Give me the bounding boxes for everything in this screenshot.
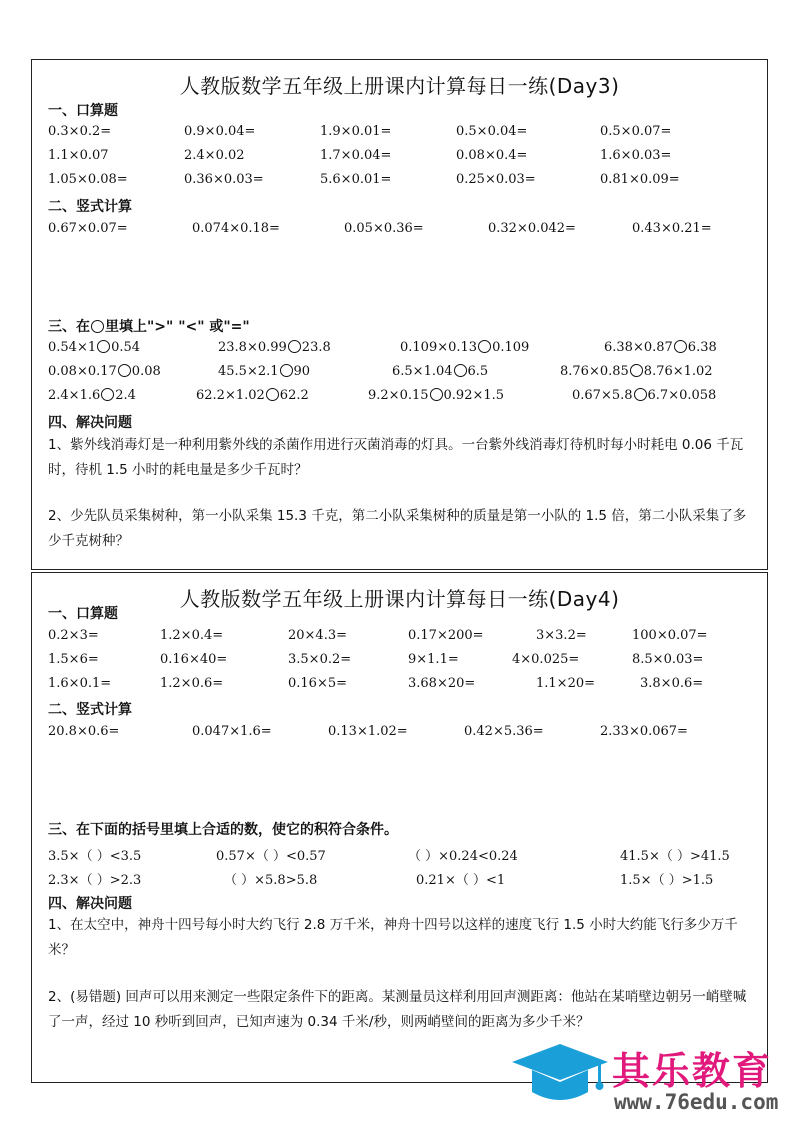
compare-item	[572, 388, 716, 403]
rhs: 8.76×1.02	[643, 364, 713, 379]
problem: 0.36×0.03=	[184, 172, 264, 187]
fill-item: 0.21×（ ）<1	[416, 873, 506, 888]
problem: 1.9×0.01=	[320, 124, 392, 139]
oral-row	[48, 124, 757, 144]
compare-item	[48, 388, 136, 403]
lhs: 45.5×2.1	[218, 364, 279, 379]
problem: 0.32×0.042=	[488, 221, 576, 236]
oral-row	[48, 676, 757, 696]
fill-item: （ ）×0.24<0.24	[408, 849, 518, 864]
oral-row	[48, 172, 757, 192]
problem: 1.6×0.1=	[48, 676, 112, 691]
rhs: 6.7×0.058	[647, 388, 717, 403]
compare-item	[48, 364, 161, 379]
worksheet-day3	[31, 59, 768, 570]
answer-circle[interactable]	[280, 364, 293, 377]
rhs: 6.38	[687, 340, 717, 355]
fill-row	[48, 845, 757, 865]
section-oral-heading: 一、口算题	[48, 606, 118, 622]
problem: 2.4×0.02	[184, 148, 245, 163]
rhs: 62.2	[279, 388, 309, 403]
brand-url: www.76edu.com	[614, 1090, 779, 1114]
problem: 0.047×1.6=	[192, 724, 272, 739]
compare-item	[218, 340, 331, 355]
compare-item	[368, 388, 504, 403]
compare-item	[196, 388, 309, 403]
problem: 2.33×0.067=	[600, 724, 688, 739]
compare-row	[48, 364, 757, 384]
fill-item: 2.3×（ ）>2.3	[48, 873, 142, 888]
rhs: 0.92×1.5	[443, 388, 505, 403]
fill-item: 1.5×（ ）>1.5	[620, 873, 714, 888]
worksheet-title: 人教版数学五年级上册课内计算每日一练(Day3)	[179, 74, 620, 98]
fill-item: 41.5×（ ）>41.5	[620, 849, 730, 864]
compare-row	[48, 340, 757, 360]
section-oral-heading: 一、口算题	[48, 103, 118, 119]
vertical-row	[48, 221, 757, 241]
problem: 0.43×0.21=	[632, 221, 712, 236]
compare-item	[218, 364, 310, 379]
lhs: 9.2×0.15	[368, 388, 429, 403]
problem: 0.81×0.09=	[600, 172, 680, 187]
rhs: 6.5	[467, 364, 489, 379]
word-problem-1: 1、紫外线消毒灯是一种利用紫外线的杀菌作用进行灭菌消毒的灯具。一台紫外线消毒灯待机时每小时耗电 0.06 千瓦时，待机 1.5 小时的耗电量是多少千瓦时？	[48, 437, 744, 478]
problem: 0.16×40=	[160, 652, 228, 667]
problem: 0.2×3=	[48, 628, 99, 643]
fill-item: 3.5×（ ）<3.5	[48, 849, 142, 864]
problem: 100×0.07=	[632, 628, 708, 643]
circle-icon	[91, 320, 104, 333]
lhs: 8.76×0.85	[560, 364, 629, 379]
problem: 0.3×0.2=	[48, 124, 112, 139]
problem: 0.05×0.36=	[344, 221, 424, 236]
lhs: 6.5×1.04	[392, 364, 453, 379]
answer-circle[interactable]	[478, 340, 491, 353]
rhs: 0.08	[131, 364, 161, 379]
answer-circle[interactable]	[118, 364, 131, 377]
problem: 1.1×0.07	[48, 148, 109, 163]
compare-item	[392, 364, 488, 379]
problem: 1.2×0.4=	[160, 628, 224, 643]
rhs: 90	[293, 364, 311, 379]
problem: 3.8×0.6=	[640, 676, 704, 691]
problem: 1.7×0.04=	[320, 148, 392, 163]
compare-item	[560, 364, 713, 379]
problem: 1.5×6=	[48, 652, 99, 667]
vertical-row	[48, 724, 757, 744]
heading-part: 三、在	[48, 319, 90, 335]
lhs: 62.2×1.02	[196, 388, 265, 403]
answer-circle[interactable]	[266, 388, 279, 401]
problem: 1.05×0.08=	[48, 172, 128, 187]
problem: 20×4.3=	[288, 628, 348, 643]
rhs: 0.109	[492, 340, 530, 355]
problem: 3.5×0.2=	[288, 652, 352, 667]
section-problems-heading: 四、解决问题	[48, 415, 132, 431]
lhs: 2.4×1.6	[48, 388, 101, 403]
problem: 1.2×0.6=	[160, 676, 224, 691]
answer-circle[interactable]	[101, 388, 114, 401]
problem: 9×1.1=	[408, 652, 459, 667]
answer-circle[interactable]	[454, 364, 467, 377]
problem: 4×0.025=	[512, 652, 580, 667]
problem: 0.08×0.4=	[456, 148, 528, 163]
answer-circle[interactable]	[634, 388, 647, 401]
lhs: 0.54×1	[48, 340, 97, 355]
compare-row	[48, 388, 757, 408]
answer-circle[interactable]	[430, 388, 443, 401]
answer-circle[interactable]	[288, 340, 301, 353]
rhs: 2.4	[115, 388, 136, 403]
problem: 0.25×0.03=	[456, 172, 536, 187]
brand-name: 其乐教育	[612, 1049, 773, 1093]
oral-row	[48, 148, 757, 168]
problem: 0.5×0.07=	[600, 124, 672, 139]
problem: 0.5×0.04=	[456, 124, 528, 139]
compare-item	[400, 340, 529, 355]
section-compare-heading	[48, 316, 250, 336]
section-vertical-heading: 二、竖式计算	[48, 702, 132, 718]
problem: 3×3.2=	[536, 628, 587, 643]
compare-item	[604, 340, 717, 355]
problem: 3.68×20=	[408, 676, 476, 691]
problem: 0.17×200=	[408, 628, 484, 643]
fill-row	[48, 869, 757, 889]
problem: 1.6×0.03=	[600, 148, 672, 163]
problem: 0.9×0.04=	[184, 124, 256, 139]
answer-circle[interactable]	[674, 340, 687, 353]
lhs: 23.8×0.99	[218, 340, 287, 355]
oral-row	[48, 652, 757, 672]
worksheet-title: 人教版数学五年级上册课内计算每日一练(Day4)	[179, 587, 620, 611]
section-vertical-heading: 二、竖式计算	[48, 199, 132, 215]
heading-part: 里填上">" "<" 或"="	[105, 319, 250, 335]
answer-circle[interactable]	[97, 340, 110, 353]
lhs: 6.38×0.87	[604, 340, 673, 355]
section-fill-heading: 三、在下面的括号里填上合适的数，使它的积符合条件。	[48, 822, 398, 838]
compare-item	[48, 340, 140, 355]
problem: 5.6×0.01=	[320, 172, 392, 187]
problem: 1.1×20=	[536, 676, 596, 691]
problem: 0.42×5.36=	[464, 724, 544, 739]
lhs: 0.109×0.13	[400, 340, 478, 355]
word-problem-2: 2、少先队员采集树种，第一小队采集 15.3 千克，第二小队采集树种的质量是第一小队的 1.5 倍，第二小队采集了多少千克树种？	[48, 508, 747, 549]
lhs: 0.08×0.17	[48, 364, 117, 379]
oral-row	[48, 628, 757, 648]
section-problems-heading: 四、解决问题	[48, 896, 132, 912]
problem: 0.13×1.02=	[328, 724, 408, 739]
rhs: 23.8	[301, 340, 331, 355]
lhs: 0.67×5.8	[572, 388, 633, 403]
problem: 0.074×0.18=	[192, 221, 280, 236]
word-problem-2: 2、(易错题) 回声可以用来测定一些限定条件下的距离。某测量员这样利用回声测距离：他站在某哨壁边朝另一峭壁喊了一声，经过 10 秒听到回声，已知声速为 0.34 千米/秒，则两峭壁间的距离为多少千米？	[48, 989, 747, 1030]
problem: 20.8×0.6=	[48, 724, 120, 739]
problem: 0.67×0.07=	[48, 221, 128, 236]
problem: 8.5×0.03=	[632, 652, 704, 667]
fill-item: 0.57×（ ）<0.57	[216, 849, 326, 864]
word-problem-1: 1、在太空中，神舟十四号每小时大约飞行 2.8 万千米，神舟十四号以这样的速度飞行 1.5 小时大约能飞行多少万千米？	[48, 917, 738, 958]
worksheet-day4	[31, 572, 768, 1083]
rhs: 0.54	[111, 340, 141, 355]
answer-circle[interactable]	[630, 364, 643, 377]
problem: 0.16×5=	[288, 676, 348, 691]
fill-item: （ ）×5.8>5.8	[224, 873, 318, 888]
